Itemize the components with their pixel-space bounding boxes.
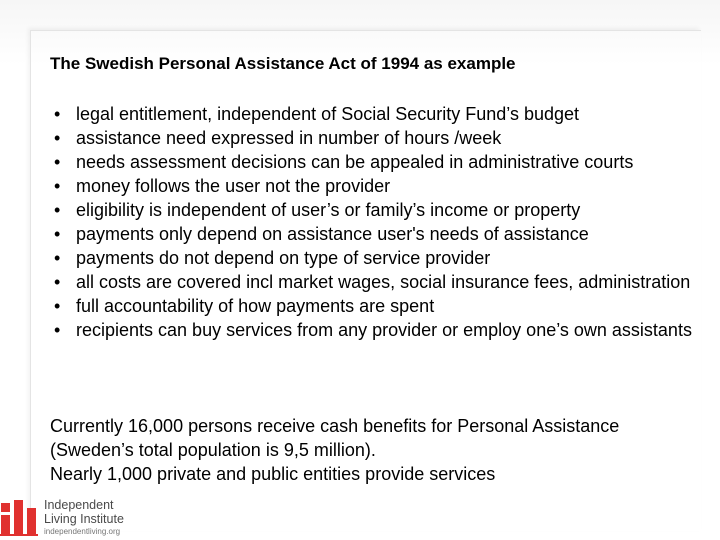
bullet-item: • full accountability of how payments are spent bbox=[54, 294, 704, 318]
summary-line: (Sweden’s total population is 9,5 million). bbox=[50, 440, 376, 460]
summary-paragraph bbox=[50, 414, 710, 486]
bullet-item: • payments only depend on assistance user's needs of assistance bbox=[54, 222, 704, 246]
bullet-list bbox=[54, 102, 704, 342]
bullet-item: • needs assessment decisions can be appealed in administrative courts bbox=[54, 150, 704, 174]
independent-living-logo bbox=[0, 494, 160, 540]
bullet-item: • assistance need expressed in number of hours /week bbox=[54, 126, 704, 150]
summary-line: Currently 16,000 persons receive cash benefits for Personal Assistance bbox=[50, 416, 620, 436]
summary-line: Nearly 1,000 private and public entities provide services bbox=[50, 464, 496, 484]
bullet-item: • eligibility is independent of user’s or family’s income or property bbox=[54, 198, 704, 222]
bullet-item: • money follows the user not the provider bbox=[54, 174, 704, 198]
logo-wordmark bbox=[44, 498, 124, 537]
bullet-item: • all costs are covered incl market wages, social insurance fees, administration bbox=[54, 270, 704, 294]
logo-mark-icon bbox=[0, 500, 38, 536]
bullet-item: • legal entitlement, independent of Social Security Fund’s budget bbox=[54, 102, 704, 126]
logo-url: independentliving.org bbox=[44, 527, 121, 536]
bullet-item: • recipients can buy services from any provider or employ one’s own assistants bbox=[54, 318, 704, 342]
bullet-item: • payments do not depend on type of service provider bbox=[54, 246, 704, 270]
slide-title: The Swedish Personal Assistance Act of 1994 as example bbox=[50, 54, 516, 73]
logo-line-1: Independent bbox=[44, 498, 114, 512]
logo-line-2: Living Institute bbox=[44, 512, 124, 526]
